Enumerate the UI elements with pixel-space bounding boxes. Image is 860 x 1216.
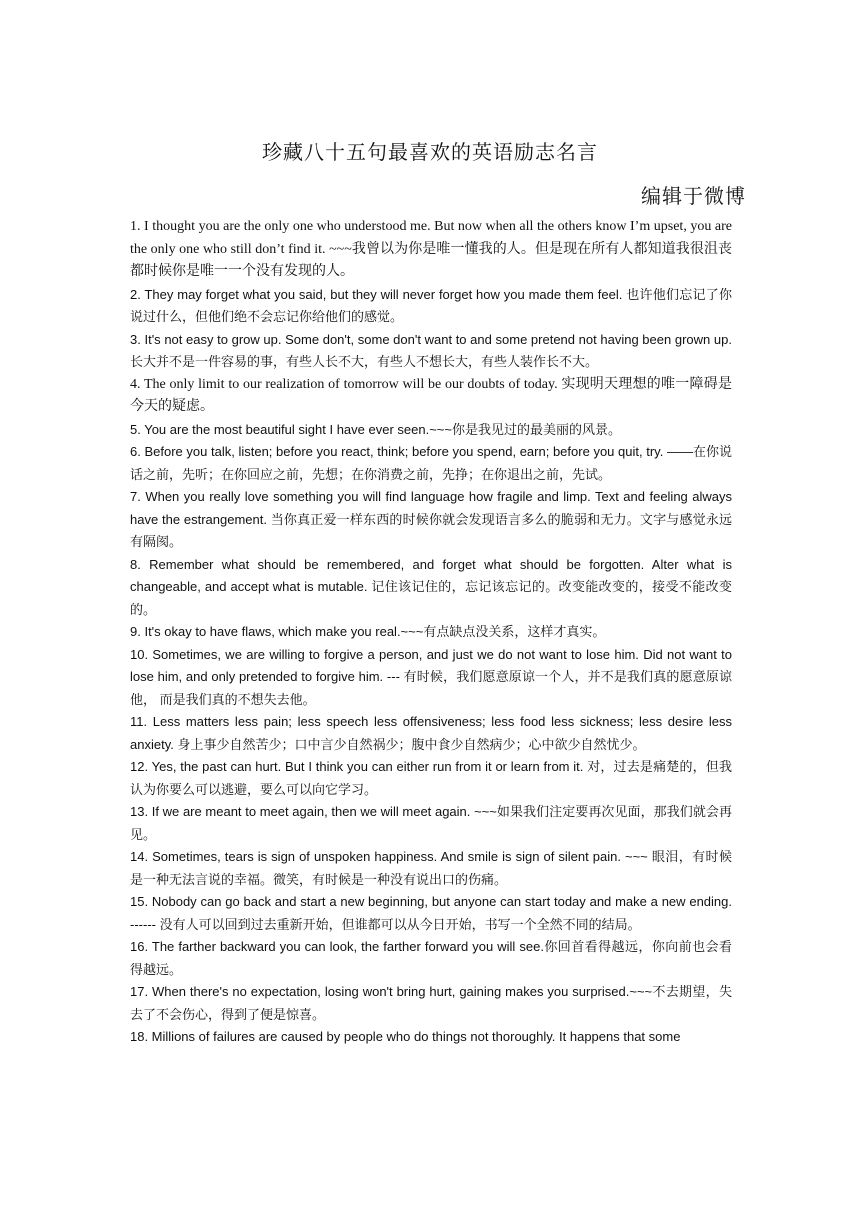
quote-item: 18. Millions of failures are caused by people who do things not thoroughly. It happens that some: [130, 1029, 681, 1044]
quote-item: 16. The farther backward you can look, the farther forward you will see.你回首看得越远，你向前也会看得越远。: [130, 939, 732, 977]
quote-item: 12. Yes, the past can hurt. But I think you can either run from it or learn from it. 对，过去是痛楚的，但我认为你要么可以逃避，要么可以向它学习。: [130, 759, 732, 797]
quote-item: 2. They may forget what you said, but they will never forget how you made them feel. 也许他们忘记了你说过什么，但他们绝不会忘记你给他们的感觉。: [130, 286, 732, 324]
quote-list: [130, 216, 732, 1049]
quote-item: 13. If we are meant to meet again, then we will meet again. ~~~如果我们注定要再次见面，那我们就会再见。: [130, 804, 732, 842]
quote-item: 5. You are the most beautiful sight I have ever seen.~~~你是我见过的最美丽的风景。: [130, 421, 621, 437]
document-byline: 编辑于微博: [641, 184, 746, 208]
quote-item: 3. It's not easy to grow up. Some don't, some don't want to and some pretend not having been grown up. 长大并不是一件容易的事，有些人长不大，有些人不想长大，有些人装作长不大。: [130, 331, 732, 369]
quote-item: 14. Sometimes, tears is sign of unspoken happiness. And smile is sign of silent pain. ~~~ 眼泪，有时候是一种无法言说的幸福。微笑，有时候是一种没有说出口的伤痛。: [130, 849, 732, 887]
quote-item: 11. Less matters less pain; less speech less offensiveness; less food less sickness; less desire less anxiety. 身上事少自然苦少；口中言少自然祸少；腹中食少自然病少；心中欲少自然忧少。: [130, 714, 732, 752]
quote-item: 7. When you really love something you will find language how fragile and limp. Text and feeling always have the estrangement. 当你真正爱一样东西的时候你就会发现语言多么的脆弱和无力。文字与感觉永远有隔阂。: [130, 489, 732, 549]
document-title: 珍藏八十五句最喜欢的英语励志名言: [262, 140, 598, 164]
quote-item: 9. It's okay to have flaws, which make you real.~~~有点缺点没关系，这样才真实。: [130, 624, 606, 639]
quote-item: 6. Before you talk, listen; before you react, think; before you spend, earn; before you quit, try. ——在你说话之前，先听；在你回应之前，先想；在你消费之前，先挣；在你退出之前，先试。: [130, 444, 732, 482]
quote-item: 4. The only limit to our realization of tomorrow will be our doubts of today. 实现明天理想的唯一障碍是今天的疑虑。: [130, 376, 732, 414]
quote-item: 8. Remember what should be remembered, and forget what should be forgotten. Alter what is changeable, and accept what is mutable. 记住该记住的，忘记该忘记的。改变能改变的，接受不能改变的。: [130, 556, 732, 617]
quote-item: 15. Nobody can go back and start a new beginning, but anyone can start today and make a new ending. ------ 没有人可以回到过去重新开始，但谁都可以从今日开始，书写一个全然不同的结局。: [130, 894, 732, 932]
quote-item: 10. Sometimes, we are willing to forgive a person, and just we do not want to lose him. Did not want to lose him, and only pretended to forgive him. --- 有时候，我们愿意原谅一个人，并不是我们真的愿意原谅他， 而是我们真的不想失去他。: [130, 646, 732, 707]
quote-item: 17. When there's no expectation, losing won't bring hurt, gaining makes you surprised.~~~不去期望，失去了不会伤心，得到了便是惊喜。: [130, 984, 732, 1022]
quote-item: 1. I thought you are the only one who understood me. But now when all the others know I’m upset, you are the only one who still don’t find it. ~~~我曾以为你是唯一懂我的人。但是现在所有人都知道我很沮丧都时候你是唯一一个没有发现的人。: [130, 219, 732, 279]
